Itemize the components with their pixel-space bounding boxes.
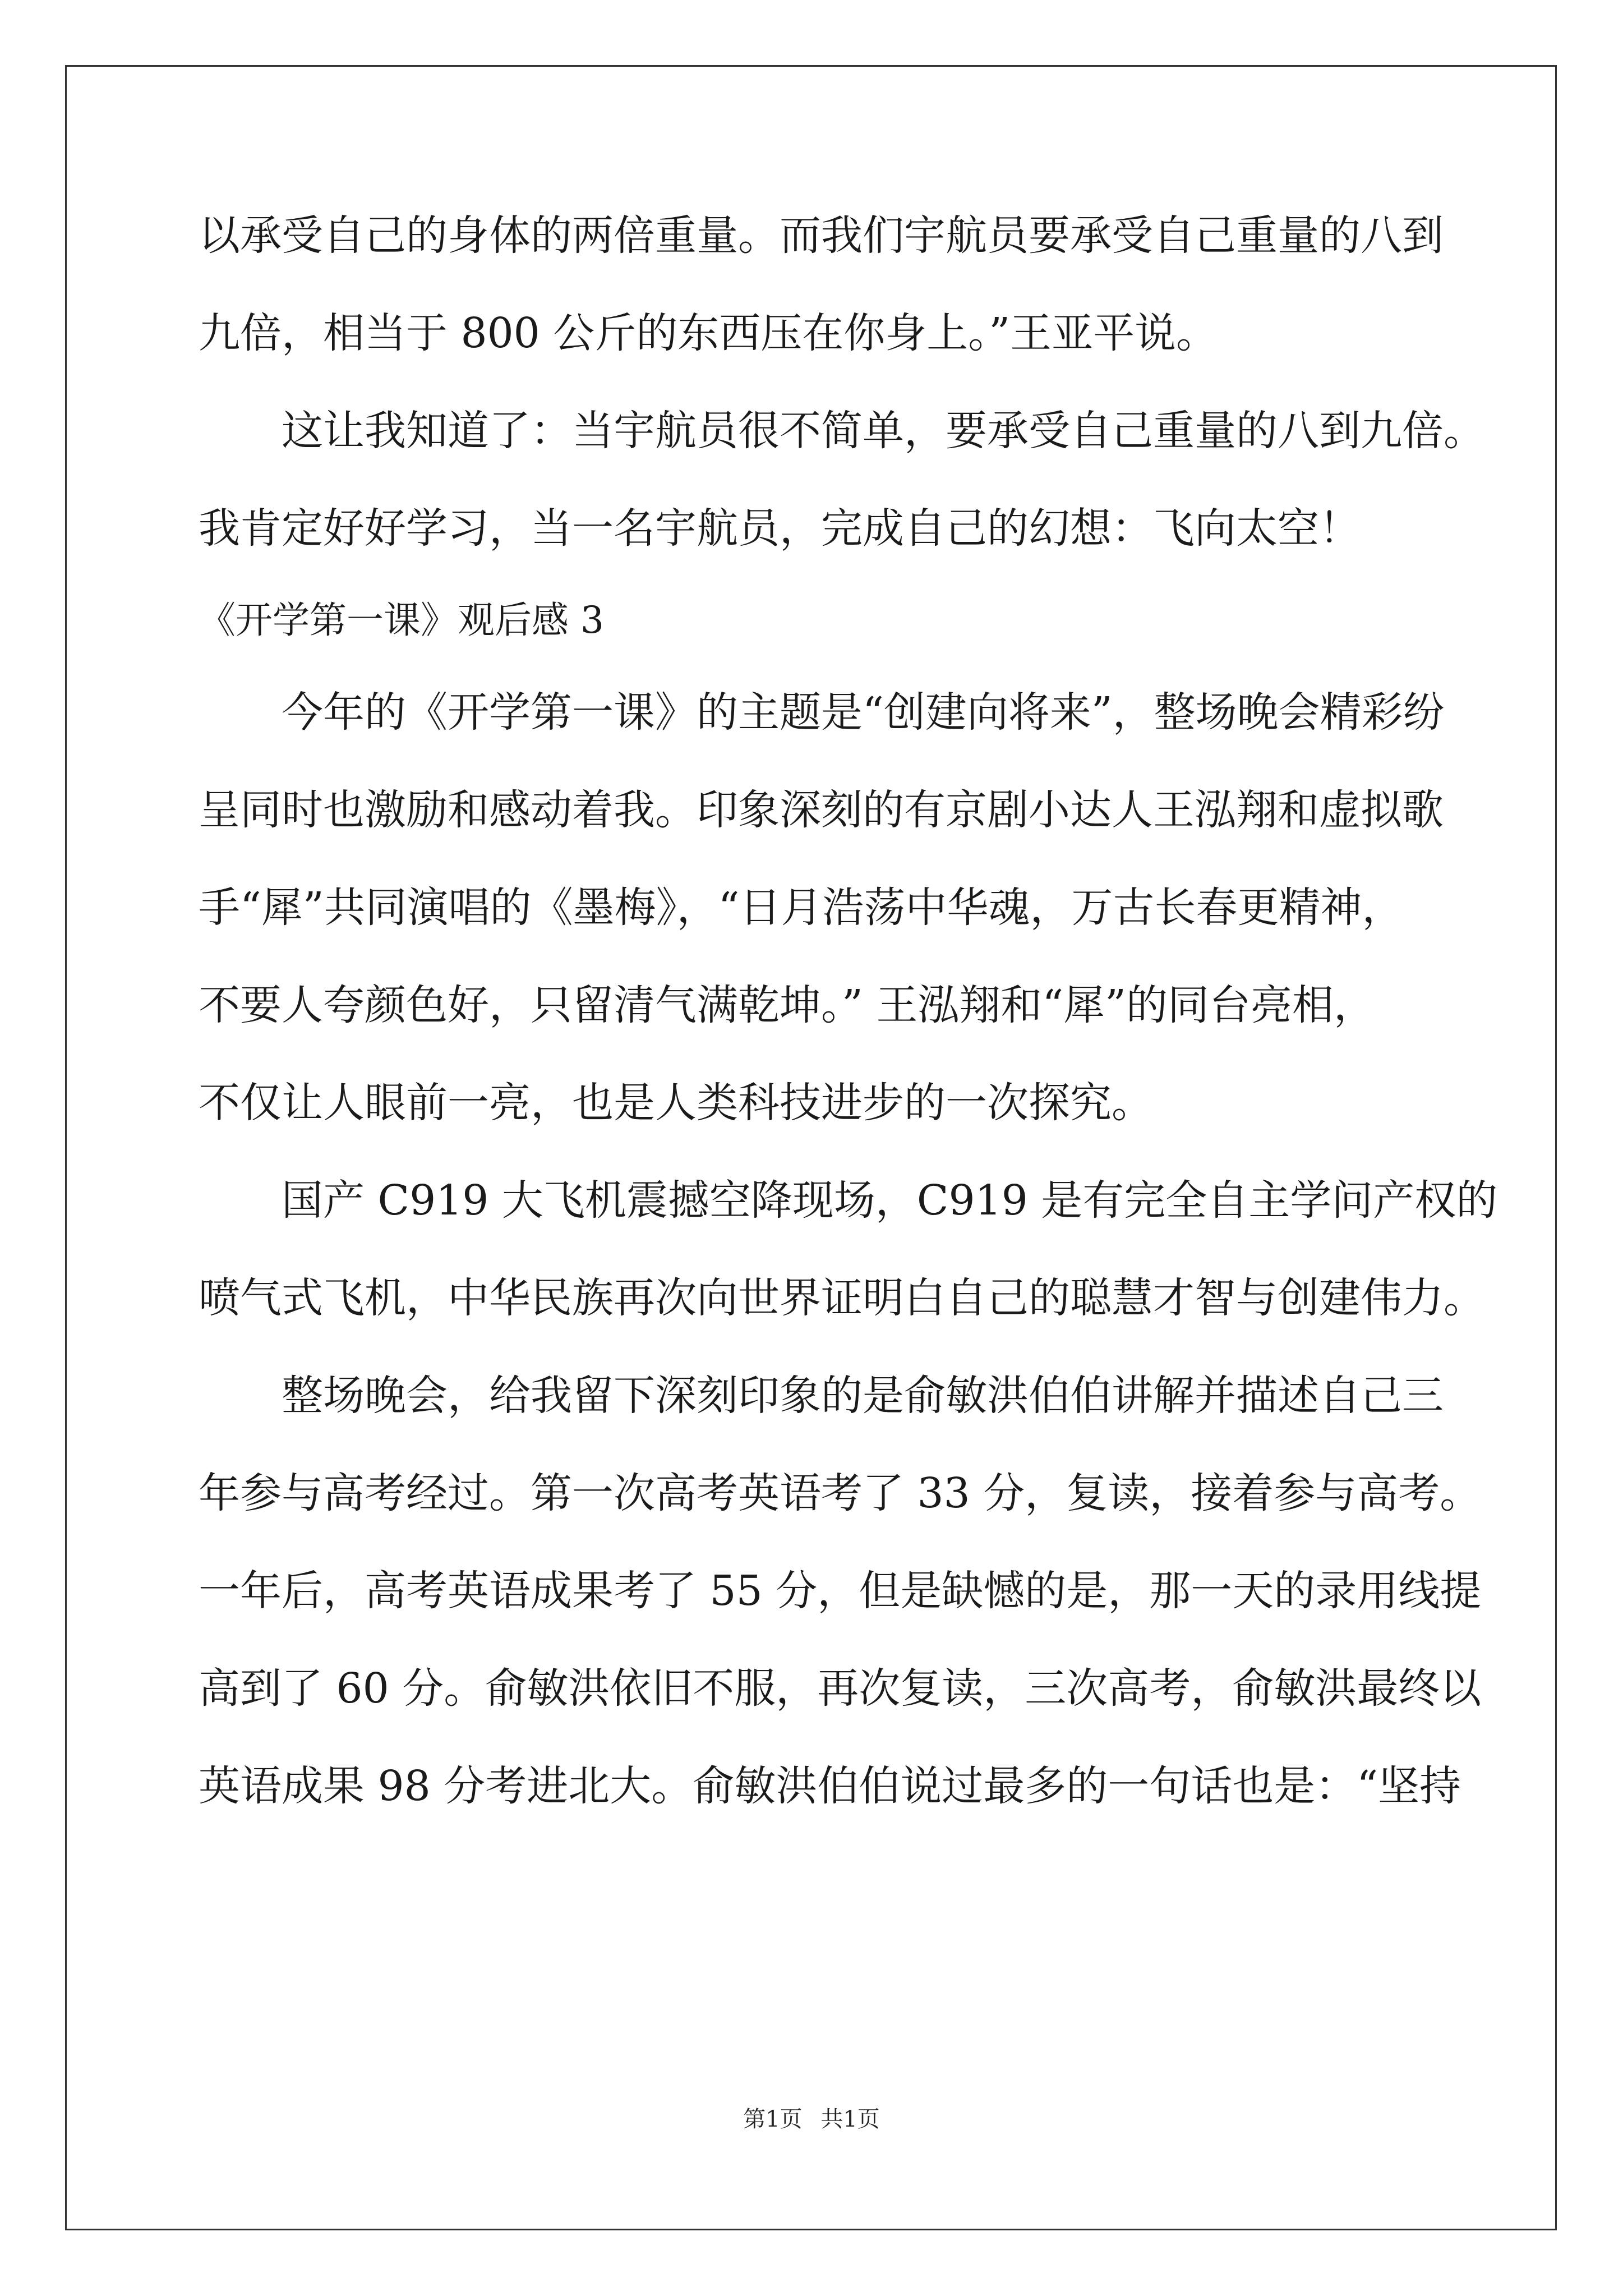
text-line: 喷气式飞机，中华民族再次向世界证明白自己的聪慧才智与创建伟力。 bbox=[199, 1274, 1485, 1322]
text-line: 整场晚会，给我留下深刻印象的是俞敏洪伯伯讲解并描述自己三 bbox=[282, 1372, 1444, 1420]
text-line: 英语成果 98 分考进北大。俞敏洪伯伯说过最多的一句话也是：“坚持 bbox=[199, 1762, 1461, 1810]
text-line: 高到了 60 分。俞敏洪依旧不服，再次复读，三次高考，俞敏洪最终以 bbox=[199, 1664, 1482, 1713]
section-heading: 《开学第一课》观后感 3 bbox=[199, 599, 604, 642]
page-border bbox=[65, 65, 1557, 2230]
page-total: 共1页 bbox=[820, 2106, 880, 2132]
text-line: 九倍，相当于 800 公斤的东西压在你身上。”王亚平说。 bbox=[199, 309, 1218, 357]
text-line: 这让我知道了：当宇航员很不简单，要承受自己重量的八到九倍。 bbox=[282, 407, 1485, 455]
text-line: 一年后，高考英语成果考了 55 分，但是缺憾的是，那一天的录用线提 bbox=[199, 1567, 1482, 1615]
text-line: 呈同时也激励和感动着我。印象深刻的有京剧小达人王泓翔和虚拟歌 bbox=[199, 786, 1444, 834]
text-line: 我肯定好好学习，当一名宇航员，完成自己的幻想：飞向太空！ bbox=[199, 504, 1361, 553]
text-line: 以承受自己的身体的两倍重量。而我们宇航员要承受自己重量的八到 bbox=[199, 211, 1444, 260]
text-line: 国产 C919 大飞机震撼空降现场，C919 是有完全自主学问产权的 bbox=[282, 1176, 1498, 1225]
text-line: 年参与高考经过。第一次高考英语考了 33 分，复读，接着参与高考。 bbox=[199, 1469, 1482, 1517]
text-line: 手“犀”共同演唱的《墨梅》，“日月浩荡中华魂，万古长春更精神， bbox=[199, 884, 1404, 932]
page-footer bbox=[0, 2105, 1623, 2134]
text-line: 不仅让人眼前一亮，也是人类科技进步的一次探究。 bbox=[199, 1079, 1153, 1127]
page-number: 第1页 bbox=[743, 2106, 803, 2132]
text-line: 今年的《开学第一课》的主题是“创建向将来”，整场晚会精彩纷 bbox=[282, 688, 1445, 737]
text-line: 不要人夸颜色好，只留清气满乾坤。” 王泓翔和“犀”的同台亮相， bbox=[199, 981, 1376, 1029]
